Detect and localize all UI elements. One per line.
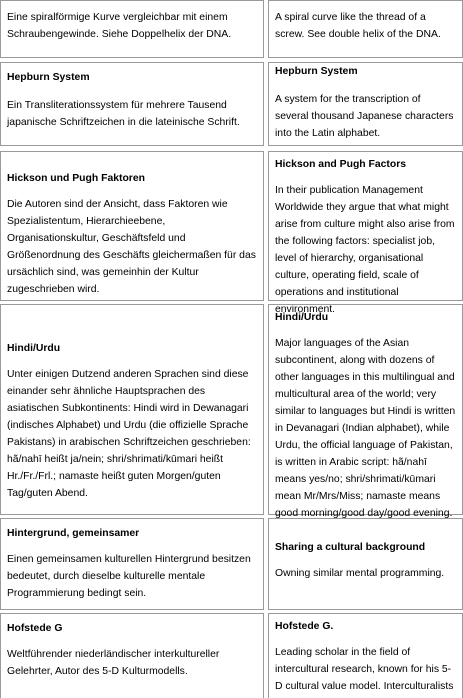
glossary-cell-de: [0, 62, 264, 146]
glossary-cell-en: [268, 151, 463, 315]
term-en: Hepburn System: [275, 66, 358, 77]
glossary-cell-en: [268, 62, 463, 146]
glossary-cell-de: [0, 151, 264, 301]
definition-de: Die Autoren sind der Ansicht, dass Faktoren wie Spezialistentum, Hierarchieebene, Organisationskultur, Geschäftsfeld und Größenordnung des Geschäfts gleichermaßen für das ursächlich sind, was gemeinhin der Kultur zugeschrieben wird.: [7, 199, 256, 295]
term-de: Hindi/Urdu: [7, 343, 61, 354]
definition-en: In their publication Management Worldwide they argue that what might arise from culture might also arise from the following factors: specialist job, level of hierarchy, organisational culture, operating field, scale of operations and institutional environment.: [275, 185, 455, 315]
definition-de: Ein Transliterationssystem für mehrere Tausend japanische Schriftzeichen in die lateinische Schrift.: [7, 100, 240, 128]
term-de: Hofstede G: [7, 623, 63, 634]
definition-de: Eine spiralförmige Kurve vergleichbar mit einem Schraubengewinde. Siehe Doppelhelix der DNA.: [7, 12, 232, 40]
glossary-cell-de: [0, 304, 264, 515]
definition-en: A spiral curve like the thread of a screw. See double helix of the DNA.: [275, 12, 441, 40]
definition-en: Major languages of the Asian subcontinent, along with dozens of other languages in this multilingual and multicultural area of the world; very similar to languages but Hindi is written in Devanagari (Indian alphabet), while Urdu, the official language of Pakistan, is written in Arabic script: hã/nahī means yes/no; shri/shrimati/kūmari mean Mr/Mrs/Miss; namaste means good morning/good day/good evening.: [275, 338, 456, 519]
term-en: Hindi/Urdu: [275, 312, 329, 323]
glossary-cell-en: [268, 518, 463, 610]
term-de: Hickson und Pugh Faktoren: [7, 173, 145, 184]
term-de: Hintergrund, gemeinsamer: [7, 528, 140, 539]
definition-en: Owning similar mental programming.: [275, 568, 445, 579]
glossary-cell-de: [0, 518, 264, 610]
definition-en: A system for the transcription of several thousand Japanese characters into the Latin alphabet.: [275, 94, 454, 139]
term-en: Hofstede G.: [275, 621, 334, 632]
term-de: Hepburn System: [7, 72, 90, 83]
glossary-cell-en: [268, 613, 463, 698]
glossary-cell-de: [0, 613, 264, 698]
definition-de: Einen gemeinsamen kulturellen Hintergrund besitzen bedeutet, durch dieselbe kulturelle mentale Programmierung bedingt sein.: [7, 554, 251, 599]
definition-en: Leading scholar in the field of intercultural research, known for his 5-D cultural value model. Interculturalists: [275, 647, 454, 692]
glossary-cell-en: [268, 0, 463, 58]
definition-de: Weltführender niederländischer interkultureller Gelehrter, Autor des 5-D Kulturmodells.: [7, 649, 220, 677]
term-en: Sharing a cultural background: [275, 542, 426, 553]
term-en: Hickson and Pugh Factors: [275, 159, 407, 170]
glossary-cell-en: [268, 304, 463, 519]
glossary-cell-de: [0, 0, 264, 58]
definition-de: Unter einigen Dutzend anderen Sprachen sind diese einander sehr ähnliche Hauptsprachen des asiatischen Subkontinents: Hindi wird in Dewanagari (indisches Alphabet) und Urdu (die offizielle Sprache Pakistans) in arabischen Schriftzeichen geschrieben: hã/nahī heißt ja/nein; shri/shrimati/kūmari heißt Hr./Fr./Frl.; namaste heißt guten Morgen/guten Tag/guten Abend.: [7, 369, 251, 499]
